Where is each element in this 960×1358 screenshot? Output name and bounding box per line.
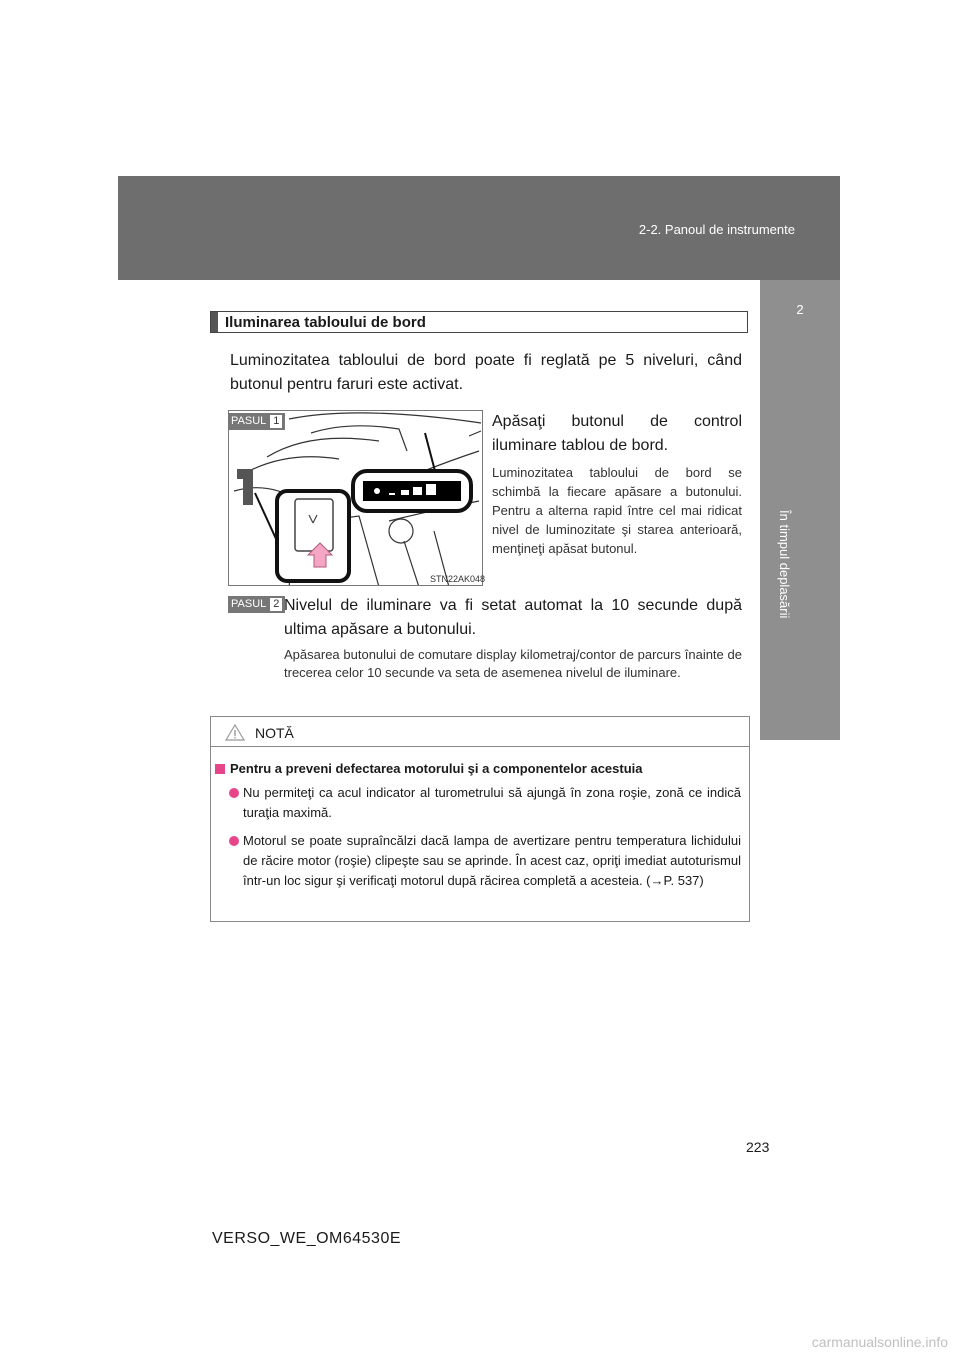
notice-title-text: Pentru a preveni defectarea motorului şi a componentelor acestuia: [230, 761, 643, 776]
notice-title: [215, 761, 643, 776]
notice-bullet-text: Nu permiteţi ca acul indicator al turometrului să ajungă în zona roşie, zonă ce indică turaţia maximă.: [243, 785, 741, 820]
notice-bullet: [229, 831, 741, 891]
pink-square-icon: [215, 764, 225, 774]
pink-dot-icon: [229, 836, 239, 846]
step-2-word: PASUL: [231, 598, 267, 610]
watermark: carmanualsonline.info: [811, 1334, 948, 1350]
chapter-number: 2: [796, 302, 804, 317]
manual-code: VERSO_WE_OM64530E: [212, 1230, 402, 1247]
step-1-word: PASUL: [231, 415, 267, 427]
page-number: 223: [746, 1139, 770, 1155]
figure-code: STN22AK048: [430, 574, 486, 584]
section-heading-text: Iluminarea tabloului de bord: [225, 314, 426, 331]
section-title: 2-2. Panoul de instrumente: [638, 222, 795, 237]
section-heading: [210, 311, 748, 333]
notice-box: [210, 716, 750, 922]
step-2-badge: [228, 596, 285, 613]
step-1-number: 1: [269, 414, 283, 429]
notice-header: [211, 717, 749, 747]
pink-dot-icon: [229, 788, 239, 798]
intro-paragraph: Luminozitatea tabloului de bord poate fi reglată pe 5 niveluri, când butonul pentru faruri este activat.: [230, 352, 742, 393]
step-1-badge: [228, 413, 285, 430]
dashboard-drawing: [229, 411, 486, 586]
notice-bullet: [229, 783, 741, 823]
step-2-number: 2: [269, 597, 283, 612]
step-1-note: Luminozitatea tabloului de bord se schimbă la fiecare apăsare a butonului. Pentru a alterna rapid între cel mai ridicat nivel de luminozitate şi starea anterioară, menţineţi apăsat butonul.: [492, 465, 742, 556]
step-2-note: Apăsarea butonului de comutare display kilometraj/contor de parcurs înainte de trecerea celor 10 secunde va seta de asemenea nivelul de iluminare.: [284, 647, 742, 680]
chapter-tab: [760, 280, 840, 740]
notice-label: NOTĂ: [255, 725, 294, 741]
heading-bar: [211, 312, 218, 332]
step-1-text: Apăsaţi butonul de control iluminare tablou de bord.: [492, 413, 742, 454]
warning-triangle-icon: [225, 724, 245, 741]
step-2-text: Nivelul de iluminare va fi setat automat la 10 secunde după ultima apăsare a butonului.: [284, 597, 742, 638]
header-band: [118, 176, 840, 280]
dashboard-illustration: [228, 410, 486, 586]
chapter-label: În timpul deplasării: [777, 510, 792, 619]
notice-bullet-text: Motorul se poate supraîncălzi dacă lampa de avertizare pentru temperatura lichidului de răcire motor (roşie) clipeşte sau se aprinde. În acest caz, opriţi imediat autoturismul într-un loc sigur şi verificaţi motorul după răcirea completă a acesteia. (→P. 537): [243, 833, 741, 888]
